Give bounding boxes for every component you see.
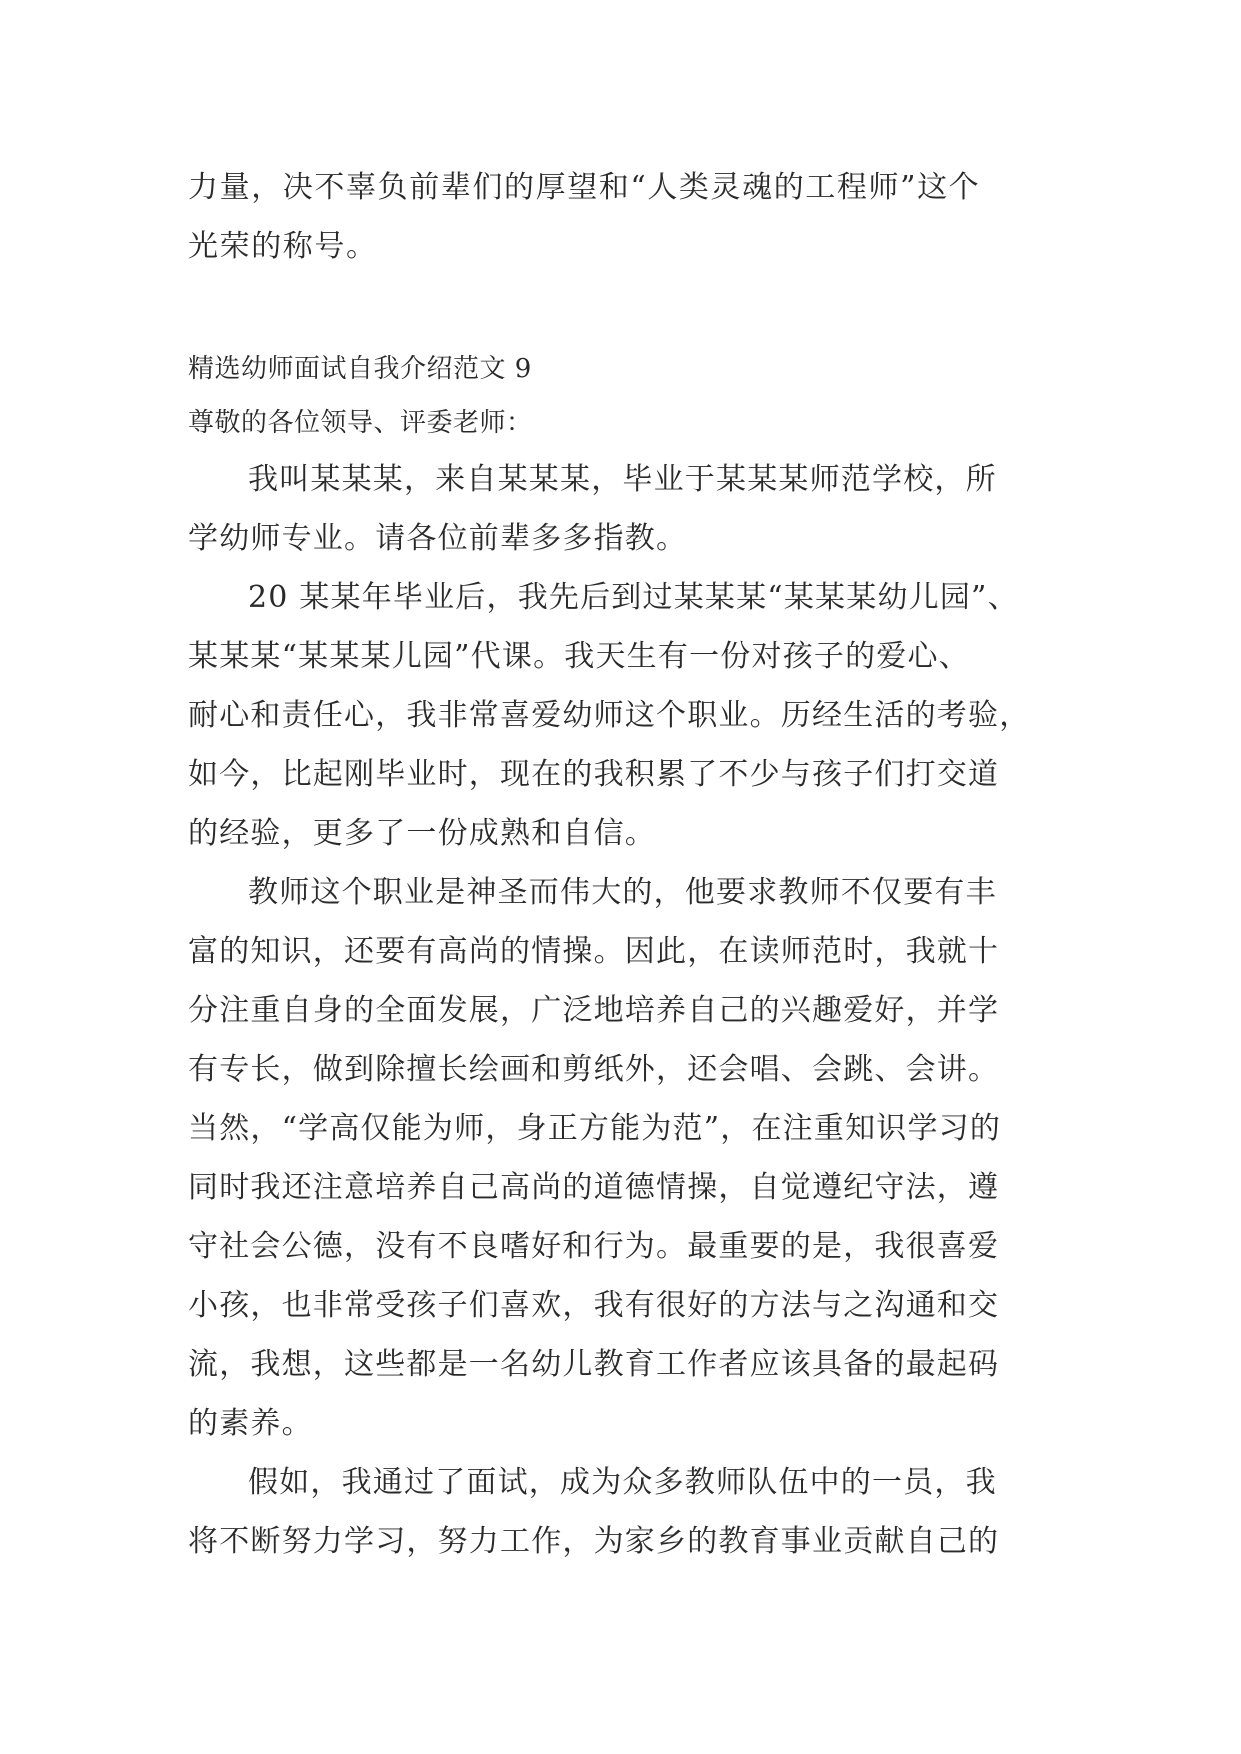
paragraph-2-line-2: 某某某“某某某儿园”代课。我天生有一份对孩子的爱心、 (188, 639, 970, 674)
paragraph-1-line-2: 学幼师专业。请各位前辈多多指教。 (188, 521, 688, 556)
paragraph-3-line-3: 分注重自身的全面发展，广泛地培养自己的兴趣爱好，并学 (188, 993, 1000, 1028)
paragraph-3-line-7: 守社会公德，没有不良嗜好和行为。最重要的是，我很喜爱 (188, 1229, 1000, 1264)
salutation: 尊敬的各位领导、评委老师： (188, 408, 533, 438)
paragraph-3-line-9: 流，我想，这些都是一名幼儿教育工作者应该具备的最起码 (188, 1347, 1000, 1382)
paragraph-3-line-5: 当然，“学高仅能为师，身正方能为范”，在注重知识学习的 (188, 1111, 1002, 1146)
paragraph-2-line-3: 耐心和责任心，我非常喜爱幼师这个职业。历经生活的考验， (188, 698, 1031, 733)
paragraph-3-line-6: 同时我还注意培养自己高尚的道德情操，自觉遵纪守法，遵 (188, 1170, 1000, 1205)
section-spacer (188, 276, 1048, 342)
paragraph-3-line-10: 的素养。 (188, 1406, 313, 1441)
paragraph-4-line-1: 假如，我通过了面试，成为众多教师队伍中的一员，我 (248, 1465, 997, 1500)
section-heading: 精选幼师面试自我介绍范文 9 (188, 354, 532, 384)
paragraph-2-line-1: 20 某某年毕业后，我先后到过某某某“某某某幼儿园”、 (248, 580, 1019, 615)
document-content (188, 158, 1048, 1571)
paragraph-2-line-4: 如今，比起刚毕业时，现在的我积累了不少与孩子们打交道 (188, 757, 1000, 792)
paragraph-1-line-1: 我叫某某某，来自某某某，毕业于某某某师范学校，所 (248, 462, 997, 497)
continued-paragraph-line-1: 力量，决不辜负前辈们的厚望和“人类灵魂的工程师”这个 (188, 170, 981, 205)
paragraph-4-line-2: 将不断努力学习，努力工作，为家乡的教育事业贡献自己的 (188, 1524, 1000, 1559)
paragraph-2-line-5: 的经验，更多了一份成熟和自信。 (188, 816, 656, 851)
paragraph-3-line-1: 教师这个职业是神圣而伟大的，他要求教师不仅要有丰 (248, 875, 997, 910)
paragraph-3-line-4: 有专长，做到除擅长绘画和剪纸外，还会唱、会跳、会讲。 (188, 1052, 1000, 1087)
continued-paragraph-line-2: 光荣的称号。 (188, 229, 378, 264)
paragraph-3-line-8: 小孩，也非常受孩子们喜欢，我有很好的方法与之沟通和交 (188, 1288, 1000, 1323)
paragraph-3-line-2: 富的知识，还要有高尚的情操。因此，在读师范时，我就十 (188, 934, 1000, 969)
